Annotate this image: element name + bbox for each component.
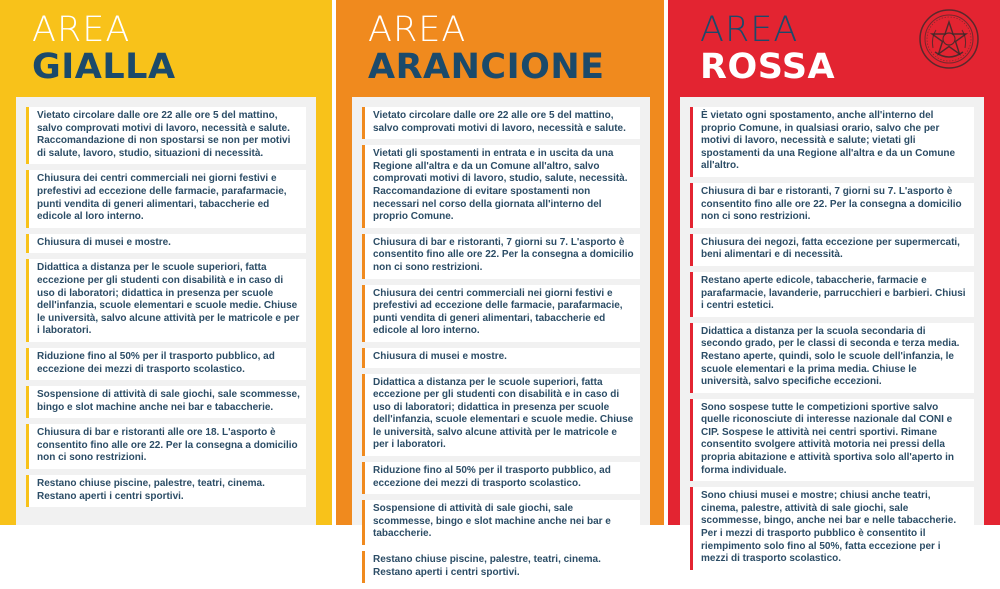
rule-item: Chiusura di bar e ristoranti, 7 giorni su 7. L'asporto è consentito fino alle ore 22. Per la consegna a domicilio non ci sono restrizioni.	[362, 234, 640, 279]
area-label: AREA	[368, 10, 467, 50]
rule-item: Chiusura di bar e ristoranti, 7 giorni su 7. L'asporto è consentito fino alle ore 22. Per la consegna a domicilio non ci sono restrizioni.	[690, 183, 974, 228]
rule-item: Sospensione di attività di sale giochi, sale scommesse, bingo e slot machine anche nei bar e tabaccherie.	[362, 500, 640, 545]
rules-panel	[352, 97, 650, 578]
column-area-arancione	[336, 0, 664, 578]
rule-item: Chiusura di musei e mostre.	[362, 348, 640, 368]
zone-title: ROSSA	[700, 47, 836, 87]
rules-list	[362, 107, 640, 589]
column-area-gialla	[0, 0, 332, 525]
rule-item: Restano aperte edicole, tabaccherie, farmacie e parafarmacie, lavanderie, parrucchieri e barbieri. Chiusi i centri estetici.	[690, 272, 974, 317]
zone-title: GIALLA	[32, 47, 176, 87]
column-area-rossa	[668, 0, 1000, 565]
rules-panel	[16, 97, 316, 525]
rule-item: Chiusura dei negozi, fatta eccezione per supermercati, beni alimentari e di necessità.	[690, 234, 974, 266]
rules-panel	[680, 97, 984, 565]
zone-title: ARANCIONE	[368, 47, 605, 87]
rule-item: Vietato circolare dalle ore 22 alle ore 5 del mattino, salvo comprovati motivi di lavoro, necessità e salute.	[362, 107, 640, 139]
rule-item: Sospensione di attività di sale giochi, sale scommesse, bingo e slot machine anche nei bar e tabaccherie.	[26, 386, 306, 418]
rule-item: Riduzione fino al 50% per il trasporto pubblico, ad eccezione dei mezzi di trasporto scolastico.	[26, 348, 306, 380]
rule-item: È vietato ogni spostamento, anche all'interno del proprio Comune, in qualsiasi orario, salvo che per motivi di lavoro, necessità e salute; vietati gli spostamenti da una Regione all'altra e da un Comune all'altro.	[690, 107, 974, 177]
area-label: AREA	[32, 10, 131, 50]
rule-item: Didattica a distanza per le scuole superiori, fatta eccezione per gli studenti con disabilità e in caso di uso di laboratori; didattica in presenza per scuole dell'infanzia, scuole elementari e scuole medie. Chiuse le università, salvo alcune attività per le matricole e per i laboratori.	[362, 374, 640, 457]
rule-item: Sono sospese tutte le competizioni sportive salvo quelle riconosciute di interesse nazionale dal CONI e CIP. Sospese le attività nei centri sportivi. Rimane consentito svolgere attività motoria nei pressi della propria abitazione e attività sportiva solo all'aperto in forma individuale.	[690, 399, 974, 482]
rule-item: Chiusura di musei e mostre.	[26, 234, 306, 254]
rule-item: Vietati gli spostamenti in entrata e in uscita da una Regione all'altra e da un Comune all'altro, salvo comprovati motivi di lavoro, studio, salute, necessità. Raccomandazione di evitare spostamenti non necessari nel corso della giornata all'interno del proprio Comune.	[362, 145, 640, 228]
area-label: AREA	[700, 10, 799, 50]
rule-item: Restano chiuse piscine, palestre, teatri, cinema. Restano aperti i centri sportivi.	[26, 475, 306, 507]
column-header	[700, 12, 835, 86]
rule-item: Didattica a distanza per la scuola secondaria di secondo grado, per le classi di seconda e terza media. Restano aperte, quindi, solo le scuole dell'infanzia, le scuole elementari e la prima media. Chiuse le università, salvo specifiche eccezioni.	[690, 323, 974, 393]
rule-item: Riduzione fino al 50% per il trasporto pubblico, ad eccezione dei mezzi di trasporto scolastico.	[362, 462, 640, 494]
rule-item: Chiusura dei centri commerciali nei giorni festivi e prefestivi ad eccezione delle farmacie, parafarmacie, punti vendita di generi alimentari, tabaccherie ed edicole al loro interno.	[362, 285, 640, 342]
rule-item: Didattica a distanza per le scuole superiori, fatta eccezione per gli studenti con disabilità e in caso di uso di laboratori; didattica in presenza per scuole dell'infanzia, scuole elementari e scuole medie. Chiuse le università, salvo alcune attività per le matricole e per i laboratori.	[26, 259, 306, 342]
italian-republic-emblem-icon	[918, 8, 980, 70]
rule-item: Chiusura di bar e ristoranti alle ore 18. L'asporto è consentito fino alle ore 22. Per la consegna a domicilio non ci sono restrizioni.	[26, 424, 306, 469]
rule-item: Vietato circolare dalle ore 22 alle ore 5 del mattino, salvo comprovati motivi di lavoro, necessità e salute. Raccomandazione di non spostarsi se non per motivi di salute, lavoro, studio, situazioni di necessità.	[26, 107, 306, 164]
rules-list	[690, 107, 974, 576]
column-header	[368, 12, 605, 86]
column-header	[32, 12, 176, 86]
rule-item: Sono chiusi musei e mostre; chiusi anche teatri, cinema, palestre, attività di sale giochi, sale scommesse, bingo, anche nei bar e nelle tabaccherie. Per i mezzi di trasporto pubblico è consentito il riempimento solo fino al 50%, fatta eccezione per i mezzi di trasporto scolastico.	[690, 487, 974, 570]
rule-item: Restano chiuse piscine, palestre, teatri, cinema. Restano aperti i centri sportivi.	[362, 551, 640, 583]
rule-item: Chiusura dei centri commerciali nei giorni festivi e prefestivi ad eccezione delle farmacie, parafarmacie, punti vendita di generi alimentari, tabaccherie ed edicole al loro interno.	[26, 170, 306, 227]
rules-list	[26, 107, 306, 513]
